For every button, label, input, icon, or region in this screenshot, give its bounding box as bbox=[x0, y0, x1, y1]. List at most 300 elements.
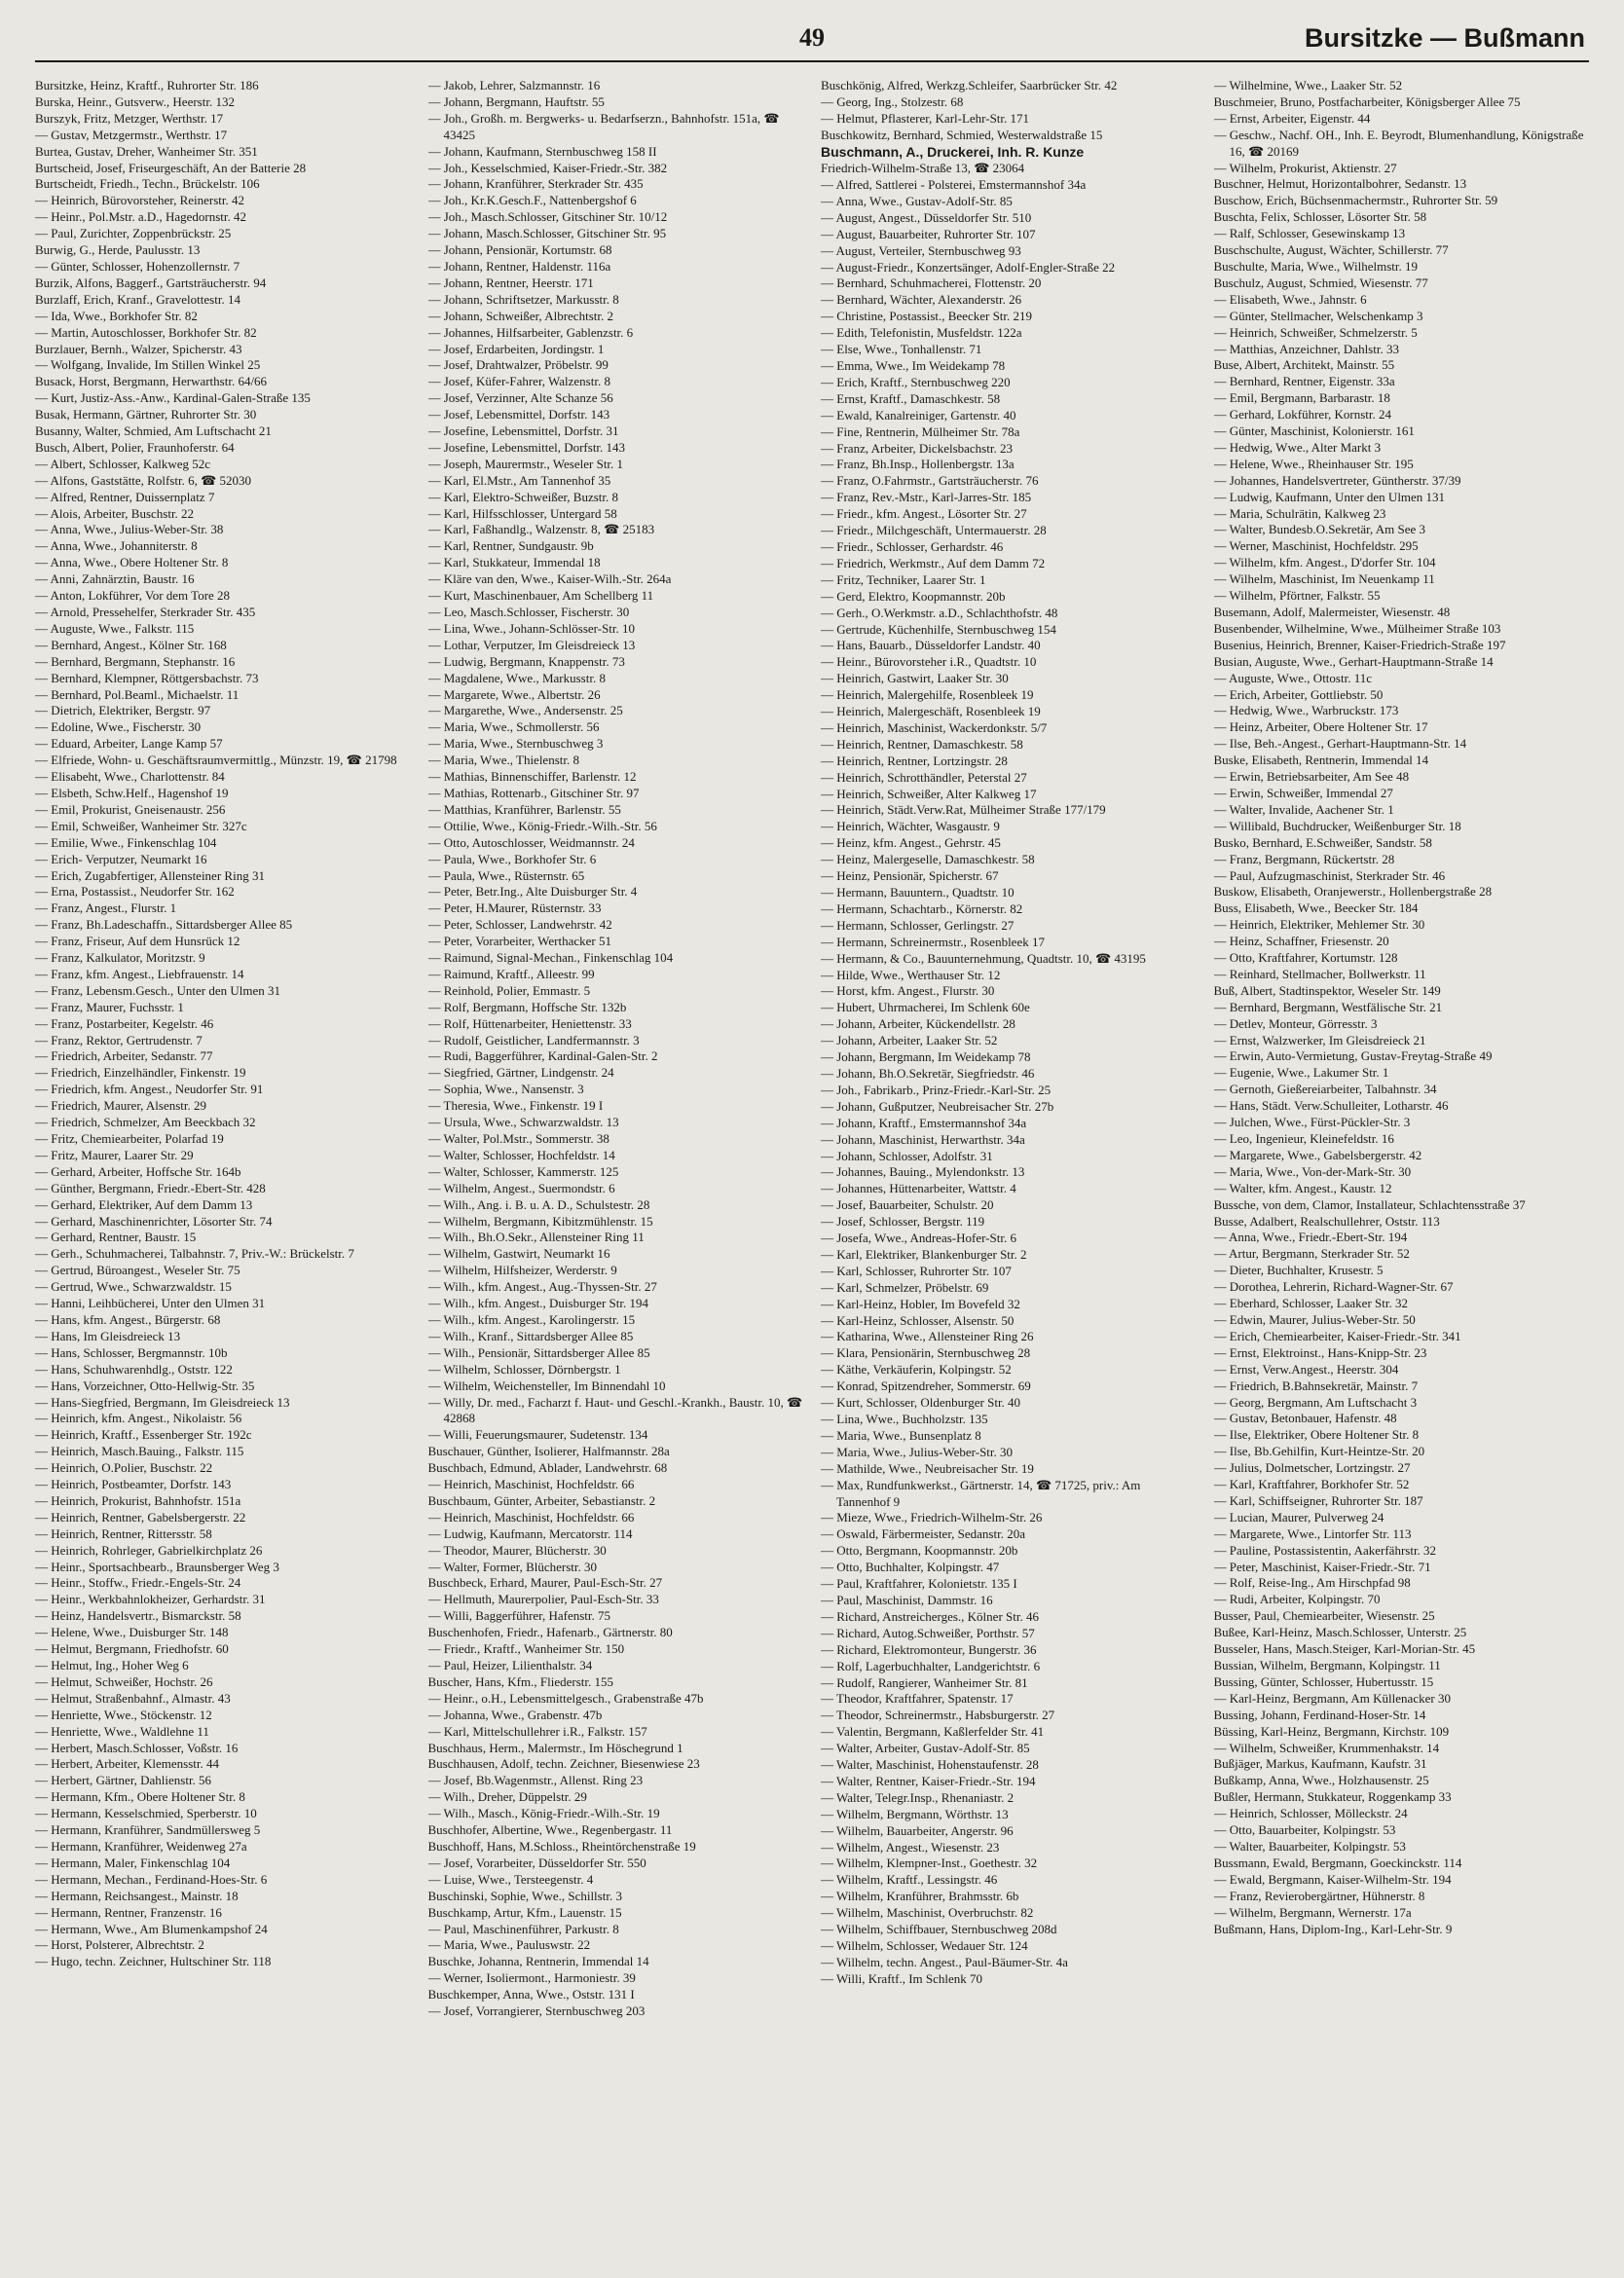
directory-entry: — Eugenie, Wwe., Lakumer Str. 1 bbox=[1213, 1065, 1389, 1081]
directory-entry: — Maria, Wwe., Thielenstr. 8 bbox=[427, 753, 579, 768]
directory-entry: Bußmann, Hans, Diplom-Ing., Karl-Lehr-Str. 9 bbox=[1213, 1921, 1453, 1936]
directory-entry: — Friedrich, B.Bahnsekretär, Mainstr. 7 bbox=[1213, 1378, 1419, 1393]
directory-entry: — Käthe, Verkäuferin, Kolpingstr. 52 bbox=[821, 1362, 1012, 1378]
directory-entry: — Heinrich, Maschinist, Hochfeldstr. 66 bbox=[427, 1477, 635, 1492]
directory-entry: — Jakob, Lehrer, Salzmannstr. 16 bbox=[427, 78, 601, 92]
directory-entry: — Auguste, Wwe., Ottostr. 11c bbox=[1213, 670, 1372, 685]
directory-entry: — Peter, Schlosser, Landwehrstr. 42 bbox=[427, 917, 612, 933]
directory-entry: — Raimund, Kraftf., Alleestr. 99 bbox=[427, 966, 595, 981]
directory-entry: — Heinrich, Gastwirt, Laaker Str. 30 bbox=[821, 671, 1009, 686]
directory-entry: — Mathias, Rottenarb., Gitschiner Str. 97 bbox=[427, 785, 640, 800]
directory-entry: — Lina, Wwe., Johann-Schlösser-Str. 10 bbox=[427, 620, 636, 636]
directory-entry: — Maria, Schulrätin, Kalkweg 23 bbox=[1213, 505, 1386, 521]
directory-entry: — Hugo, techn. Zeichner, Hultschiner Str. 118 bbox=[35, 1954, 272, 1969]
directory-entry: — Heinrich, Masch.Bauing., Falkstr. 115 bbox=[35, 1444, 244, 1459]
directory-entry: — Elsbeth, Schw.Helf., Hagenshof 19 bbox=[35, 785, 229, 800]
directory-entry: — Eberhard, Schlosser, Laaker Str. 32 bbox=[1213, 1296, 1408, 1311]
directory-entry: Buschner, Helmut, Horizontalbohrer, Sedanstr. 13 bbox=[1213, 176, 1467, 192]
directory-entry: — Konrad, Spitzendreher, Sommerstr. 69 bbox=[821, 1378, 1031, 1394]
directory-entry: — Karl-Heinz, Hobler, Im Bovefeld 32 bbox=[821, 1296, 1020, 1311]
directory-entry: — Richard, Elektromonteur, Bungerstr. 36 bbox=[821, 1641, 1037, 1657]
directory-entry: — Heinrich, Bürovorsteher, Reinerstr. 42 bbox=[35, 193, 245, 208]
directory-entry: — Julius, Dolmetscher, Lortzingstr. 27 bbox=[1213, 1460, 1411, 1476]
directory-entry: — Emma, Wwe., Im Weidekamp 78 bbox=[821, 358, 1006, 373]
directory-entry: — Hermann, Wwe., Am Blumenkampshof 24 bbox=[35, 1921, 268, 1936]
directory-entry: — Rolf, Hüttenarbeiter, Heniettenstr. 33 bbox=[427, 1015, 632, 1031]
directory-entry: — Herbert, Gärtner, Dahlienstr. 56 bbox=[35, 1773, 212, 1788]
directory-entry: — Otto, Bergmann, Koopmannstr. 20b bbox=[821, 1543, 1018, 1559]
directory-entry: — Karl, Faßhandlg., Walzenstr. 8, ☎ 25183 bbox=[427, 522, 655, 537]
directory-entry: Busian, Auguste, Wwe., Gerhart-Hauptmann-Straße 14 bbox=[1213, 653, 1494, 669]
directory-entry: Burzlauer, Bernh., Walzer, Spicherstr. 43 bbox=[35, 341, 242, 356]
directory-entry: — Bernhard, Angest., Kölner Str. 168 bbox=[35, 637, 227, 652]
directory-entry: — Karl, Kraftfahrer, Borkhofer Str. 52 bbox=[1213, 1477, 1410, 1492]
directory-entry: — Maria, Wwe., Pauluswstr. 22 bbox=[427, 1937, 591, 1953]
directory-entry: — Paul, Maschinenführer, Parkustr. 8 bbox=[427, 1921, 619, 1936]
directory-entry: — Heinrich, Schweißer, Alter Kalkweg 17 bbox=[821, 786, 1037, 801]
directory-entry: — Hans, Schlosser, Bergmannstr. 10b bbox=[35, 1344, 228, 1360]
directory-entry: Burzlaff, Erich, Kranf., Gravelottestr. 14 bbox=[35, 291, 240, 307]
directory-entry: — Bernhard, Bergmann, Westfälische Str. 21 bbox=[1213, 999, 1443, 1014]
directory-entry: — Peter, Vorarbeiter, Werthacker 51 bbox=[427, 934, 612, 949]
directory-entry: — Fritz, Chemiearbeiter, Polarfad 19 bbox=[35, 1131, 224, 1146]
directory-entry: — Josef, Bb.Wagenmstr., Allenst. Ring 23 bbox=[427, 1773, 644, 1788]
directory-entry: — Hans, Im Gleisdreieck 13 bbox=[35, 1328, 181, 1343]
directory-entry: — Johannes, Hüttenarbeiter, Wattstr. 4 bbox=[821, 1181, 1016, 1196]
directory-entry: — Friedrich, Werkmstr., Auf dem Damm 72 bbox=[821, 555, 1046, 570]
directory-entry: Busch, Albert, Polier, Fraunhoferstr. 64 bbox=[35, 439, 235, 455]
directory-entry: — Mieze, Wwe., Friedrich-Wilhelm-Str. 26 bbox=[821, 1510, 1043, 1525]
directory-entry: — Heinr., Bürovorsteher i.R., Quadtstr. 10 bbox=[821, 654, 1037, 670]
directory-entry: — Otto, Buchhalter, Kolpingstr. 47 bbox=[821, 1560, 1000, 1575]
directory-entry: — Emilie, Wwe., Finkenschlag 104 bbox=[35, 834, 217, 850]
directory-entry: Bußee, Karl-Heinz, Masch.Schlosser, Unterstr. 25 bbox=[1213, 1625, 1467, 1640]
directory-entry: — Helmut, Bergmann, Friedhofstr. 60 bbox=[35, 1641, 229, 1657]
directory-entry: — Theodor, Kraftfahrer, Spatenstr. 17 bbox=[821, 1691, 1014, 1707]
directory-entry: — Gustav, Metzgermstr., Werthstr. 17 bbox=[35, 127, 228, 142]
directory-entry: — Herbert, Arbeiter, Klemensstr. 44 bbox=[35, 1756, 220, 1772]
directory-columns bbox=[35, 78, 1589, 2020]
directory-entry: — Heinrich, Rentner, Lortzingstr. 28 bbox=[821, 753, 1008, 768]
directory-entry: Buschhausen, Adolf, techn. Zeichner, Biesenwiese 23 bbox=[427, 1756, 700, 1772]
directory-entry: — Walter, Former, Blücherstr. 30 bbox=[427, 1559, 598, 1574]
directory-entry: Büssing, Karl-Heinz, Bergmann, Kirchstr. 109 bbox=[1213, 1723, 1450, 1739]
directory-entry: Busko, Bernhard, E.Schweißer, Sandstr. 58 bbox=[1213, 834, 1432, 850]
directory-entry: — Ewald, Kanalreiniger, Gartenstr. 40 bbox=[821, 407, 1016, 423]
directory-entry: — Josef, Vorarbeiter, Düsseldorfer Str. 550 bbox=[427, 1855, 646, 1870]
directory-entry: — Karl, Elektro-Schweißer, Buzstr. 8 bbox=[427, 489, 619, 504]
directory-entry: — Johann, Bh.O.Sekretär, Siegfriedstr. 46 bbox=[821, 1065, 1035, 1081]
directory-entry: — Alfred, Rentner, Duissernplatz 7 bbox=[35, 489, 215, 504]
directory-entry: — Gerhard, Rentner, Baustr. 15 bbox=[35, 1230, 197, 1245]
directory-entry: Buschkamp, Artur, Kfm., Lauenstr. 15 bbox=[427, 1904, 622, 1920]
directory-entry: — Willi, Kraftf., Im Schlenk 70 bbox=[821, 1970, 983, 1986]
directory-entry: — Ernst, Arbeiter, Eigenstr. 44 bbox=[1213, 110, 1371, 126]
directory-entry: — Bernhard, Rentner, Eigenstr. 33a bbox=[1213, 374, 1395, 389]
directory-entry: — Günter, Schlosser, Hohenzollernstr. 7 bbox=[35, 258, 240, 274]
directory-entry: — Josefa, Wwe., Andreas-Hofer-Str. 6 bbox=[821, 1231, 1016, 1246]
directory-entry: — Arnold, Pressehelfer, Sterkrader Str. 435 bbox=[35, 605, 256, 619]
directory-entry: — Heinr., Sportsachbearb., Braunsberger Weg 3 bbox=[35, 1559, 279, 1574]
directory-entry: Burtea, Gustav, Dreher, Wanheimer Str. 351 bbox=[35, 143, 258, 159]
directory-entry: — Albert, Schlosser, Kalkweg 52c bbox=[35, 456, 211, 471]
directory-entry: — Gerhard, Elektriker, Auf dem Damm 13 bbox=[35, 1196, 253, 1212]
directory-entry: — Josef, Schlosser, Bergstr. 119 bbox=[821, 1214, 985, 1230]
directory-entry: — Elfriede, Wohn- u. Geschäftsraumvermittlg., Münzstr. 19, ☎ 21798 bbox=[35, 753, 397, 768]
directory-entry: Busak, Hermann, Gärtner, Ruhrorter Str. 30 bbox=[35, 407, 257, 423]
directory-entry: — Theodor, Maurer, Blücherstr. 30 bbox=[427, 1542, 607, 1558]
directory-entry: — Georg, Ing., Stolzestr. 68 bbox=[821, 93, 964, 109]
directory-entry: — Ilse, Elektriker, Obere Holtener Str. 8 bbox=[1213, 1427, 1420, 1443]
directory-entry: — Gernoth, Gießereiarbeiter, Talbahnstr. 34 bbox=[1213, 1082, 1437, 1097]
directory-entry: — Paul, Aufzugmaschinist, Sterkrader Str. 46 bbox=[1213, 867, 1446, 883]
directory-entry: — Fritz, Techniker, Laarer Str. 1 bbox=[821, 571, 986, 587]
directory-entry: — Helene, Wwe., Rheinhauser Str. 195 bbox=[1213, 456, 1414, 471]
directory-entry: Buschow, Erich, Büchsenmachermstr., Ruhrorter Str. 59 bbox=[1213, 193, 1498, 208]
directory-entry: — Friedr., Schlosser, Gerhardstr. 46 bbox=[821, 538, 1004, 554]
directory-entry: — Maria, Wwe., Julius-Weber-Str. 30 bbox=[821, 1444, 1014, 1459]
directory-entry: — Kurt, Justiz-Ass.-Anw., Kardinal-Galen-Straße 135 bbox=[35, 390, 311, 406]
directory-entry: — Joh., Kr.K.Gesch.F., Nattenbergshof 6 bbox=[427, 193, 637, 208]
directory-entry: — Maria, Wwe., Bunsenplatz 8 bbox=[821, 1427, 981, 1443]
directory-entry: — Heinz, kfm. Angest., Gehrstr. 45 bbox=[821, 835, 1001, 851]
page-header bbox=[35, 21, 1589, 62]
directory-entry: — Franz, Friseur, Auf dem Hunsrück 12 bbox=[35, 934, 240, 949]
directory-entry: — Ilse, Bb.Gehilfin, Kurt-Heintze-Str. 20 bbox=[1213, 1444, 1425, 1459]
directory-entry: — Werner, Isoliermont., Harmoniestr. 39 bbox=[427, 1970, 636, 1986]
directory-entry: — Paul, Heizer, Lilienthalstr. 34 bbox=[427, 1658, 593, 1672]
directory-entry: — Hermann, Mechan., Ferdinand-Hoes-Str. 6 bbox=[35, 1871, 268, 1887]
directory-entry: — Peter, Maschinist, Kaiser-Friedr.-Str. 71 bbox=[1213, 1559, 1431, 1574]
directory-entry: — Wilhelm, Schlosser, Wedauer Str. 124 bbox=[821, 1938, 1028, 1953]
directory-entry: — Richard, Anstreicherges., Kölner Str. 46 bbox=[821, 1608, 1039, 1624]
directory-entry: — Friedrich, kfm. Angest., Neudorfer Str. 91 bbox=[35, 1082, 264, 1097]
directory-entry: — Gustav, Betonbauer, Hafenstr. 48 bbox=[1213, 1411, 1397, 1426]
directory-entry: — Josefine, Lebensmittel, Dorfstr. 31 bbox=[427, 423, 619, 439]
directory-entry: — Karl, Schiffseigner, Ruhrorter Str. 187 bbox=[1213, 1492, 1423, 1508]
directory-entry: Buschhaus, Herm., Malermstr., Im Höschegrund 1 bbox=[427, 1740, 683, 1755]
directory-entry: — Franz, Lebensm.Gesch., Unter den Ulmen 31 bbox=[35, 982, 280, 998]
directory-entry: — Ludwig, Bergmann, Knappenstr. 73 bbox=[427, 653, 625, 669]
directory-entry: — Wilhelm, Klempner-Inst., Goethestr. 32 bbox=[821, 1855, 1038, 1871]
directory-entry: — Theodor, Schreinermstr., Habsburgerstr. 27 bbox=[821, 1708, 1055, 1723]
directory-entry: — Helmut, Ing., Hoher Weg 6 bbox=[35, 1658, 189, 1672]
directory-entry: — Ludwig, Kaufmann, Mercatorstr. 114 bbox=[427, 1525, 633, 1541]
directory-entry: — Erich, Zugabfertiger, Allensteiner Ring 31 bbox=[35, 867, 265, 883]
directory-entry: — Heinr., o.H., Lebensmittelgesch., Grabenstraße 47b bbox=[427, 1690, 704, 1706]
directory-entry: — Hermann, Bauuntern., Quadtstr. 10 bbox=[821, 885, 1015, 900]
directory-entry: — Wilhelm, Bergmann, Kibitzmühlenstr. 15 bbox=[427, 1213, 653, 1229]
directory-entry: — Edwin, Maurer, Julius-Weber-Str. 50 bbox=[1213, 1311, 1416, 1327]
directory-entry: Buschhofer, Albertine, Wwe., Regenbergastr. 11 bbox=[427, 1822, 673, 1838]
directory-entry: — Rolf, Bergmann, Hoffsche Str. 132b bbox=[427, 999, 627, 1014]
directory-entry: — August, Verteiler, Sternbuschweg 93 bbox=[821, 242, 1021, 258]
directory-entry: — Paula, Wwe., Rüsternstr. 65 bbox=[427, 867, 585, 883]
directory-entry: — Magdalene, Wwe., Markusstr. 8 bbox=[427, 670, 606, 685]
directory-entry: — Walter, Bauarbeiter, Kolpingstr. 53 bbox=[1213, 1838, 1406, 1854]
directory-entry: — Hermann, Kfm., Obere Holtener Str. 8 bbox=[35, 1789, 245, 1805]
directory-entry: — Karl, Rentner, Sundgaustr. 9b bbox=[427, 538, 594, 554]
directory-entry: — Raimund, Signal-Mechan., Finkenschlag 104 bbox=[427, 950, 674, 966]
directory-entry: — Maria, Wwe., Von-der-Mark-Str. 30 bbox=[1213, 1163, 1412, 1179]
directory-entry: Burska, Heinr., Gutsverw., Heerstr. 132 bbox=[35, 93, 235, 109]
directory-entry: — Ida, Wwe., Borkhofer Str. 82 bbox=[35, 308, 198, 323]
directory-entry: — Hilde, Wwe., Werthauser Str. 12 bbox=[821, 967, 1001, 982]
directory-entry: — Gertrude, Küchenhilfe, Sternbuschweg 154 bbox=[821, 621, 1056, 637]
directory-entry: Buschkowitz, Bernhard, Schmied, Westerwaldstraße 15 bbox=[821, 127, 1103, 142]
directory-entry: — Wilhelm, Schiffbauer, Sternbuschweg 208d bbox=[821, 1922, 1057, 1937]
directory-entry: — Franz, Kalkulator, Moritzstr. 9 bbox=[35, 950, 205, 966]
directory-entry: — Willibald, Buchdrucker, Weißenburger Str. 18 bbox=[1213, 818, 1461, 833]
directory-entry: Buschulte, Maria, Wwe., Wilhelmstr. 19 bbox=[1213, 258, 1418, 274]
directory-entry: — Horst, kfm. Angest., Flurstr. 30 bbox=[821, 983, 995, 999]
directory-entry: — Reinhold, Polier, Emmastr. 5 bbox=[427, 982, 591, 998]
directory-entry: — Hermann, Kranführer, Sandmüllersweg 5 bbox=[35, 1822, 261, 1838]
directory-entry: — Johannes, Hilfsarbeiter, Gablenzstr. 6 bbox=[427, 324, 634, 340]
directory-entry: — Johann, Arbeiter, Laaker Str. 52 bbox=[821, 1033, 998, 1048]
directory-entry: — Heinr., Werkbahnlokheizer, Gerhardstr. 31 bbox=[35, 1592, 266, 1607]
directory-entry: — Josef, Drahtwalzer, Pröbelstr. 99 bbox=[427, 357, 609, 373]
directory-entry: Buschkönig, Alfred, Werkzg.Schleifer, Saarbrücker Str. 42 bbox=[821, 78, 1118, 92]
directory-entry: — Franz, kfm. Angest., Liebfrauenstr. 14 bbox=[35, 966, 244, 981]
directory-entry: — Johann, Bergmann, Hauftstr. 55 bbox=[427, 93, 605, 109]
directory-entry: — Bernhard, Schuhmacherei, Flottenstr. 20 bbox=[821, 276, 1042, 291]
directory-entry: — Erich- Verputzer, Neumarkt 16 bbox=[35, 851, 207, 866]
directory-entry: — Hermann, Schlosser, Gerlingstr. 27 bbox=[821, 917, 1015, 933]
directory-entry: — Johann, Schriftsetzer, Markusstr. 8 bbox=[427, 291, 619, 307]
directory-entry: — Karl-Heinz, Schlosser, Alsenstr. 50 bbox=[821, 1312, 1015, 1328]
directory-entry: — Heinrich, Maschinist, Hochfeldstr. 66 bbox=[427, 1509, 635, 1525]
directory-entry: — Hermann, Maler, Finkenschlag 104 bbox=[35, 1855, 231, 1870]
directory-entry: — Franz, Bh.Insp., Hollenbergstr. 13a bbox=[821, 457, 1015, 472]
directory-entry: — Matthias, Kranführer, Barlenstr. 55 bbox=[427, 801, 621, 817]
page-number: 49 bbox=[799, 23, 825, 52]
directory-entry: — Anni, Zahnärztin, Baustr. 16 bbox=[35, 571, 195, 587]
directory-entry: — Franz, Postarbeiter, Kegelstr. 46 bbox=[35, 1015, 214, 1031]
directory-entry: — Heinrich, Rentner, Rittersstr. 58 bbox=[35, 1525, 212, 1541]
directory-entry: — Helene, Wwe., Duisburger Str. 148 bbox=[35, 1625, 229, 1640]
directory-entry: — Siegfried, Gärtner, Lindgenstr. 24 bbox=[427, 1065, 614, 1081]
directory-entry: Buschinski, Sophie, Wwe., Schillstr. 3 bbox=[427, 1888, 622, 1903]
directory-entry: Buschhoff, Hans, M.Schloss., Rheintörchenstraße 19 bbox=[427, 1838, 696, 1854]
directory-entry: — Bernhard, Pol.Beaml., Michaelstr. 11 bbox=[35, 686, 240, 702]
directory-entry: — Heinrich, Malergehilfe, Rosenbleek 19 bbox=[821, 687, 1034, 703]
directory-entry: — Walter, Schlosser, Kammerstr. 125 bbox=[427, 1163, 619, 1179]
directory-entry: — Emil, Bergmann, Barbarastr. 18 bbox=[1213, 390, 1390, 406]
directory-entry: — Anna, Wwe., Obere Holtener Str. 8 bbox=[35, 555, 229, 570]
directory-entry: — Heinr., Pol.Mstr. a.D., Hagedornstr. 42 bbox=[35, 209, 247, 225]
directory-entry: — Heinrich, Malergeschäft, Rosenbleek 19 bbox=[821, 704, 1041, 719]
directory-entry: — Johann, Rentner, Haldenstr. 116a bbox=[427, 258, 611, 274]
directory-entry: — Ewald, Bergmann, Kaiser-Wilhelm-Str. 194 bbox=[1213, 1871, 1452, 1887]
directory-entry: — Joh., Kesselschmied, Kaiser-Friedr.-Str. 382 bbox=[427, 160, 668, 175]
directory-entry: — Lina, Wwe., Buchholzstr. 135 bbox=[821, 1412, 988, 1426]
directory-entry: Buschbach, Edmund, Ablader, Landwehrstr. 68 bbox=[427, 1460, 668, 1476]
directory-entry: Bußkamp, Anna, Wwe., Holzhausenstr. 25 bbox=[1213, 1773, 1429, 1788]
directory-entry: Buskow, Elisabeth, Oranjewerstr., Hollenbergstraße 28 bbox=[1213, 884, 1493, 900]
directory-entry: Buschauer, Günther, Isolierer, Halfmannstr. 28a bbox=[427, 1444, 670, 1459]
column-1 bbox=[35, 78, 411, 2020]
directory-entry: — Wilhelm, Bergmann, Wörthstr. 13 bbox=[821, 1806, 1009, 1821]
directory-entry: — Margarethe, Wwe., Andersenstr. 25 bbox=[427, 703, 623, 718]
directory-entry: — Christine, Postassist., Beecker Str. 219 bbox=[821, 309, 1033, 324]
directory-entry: — Karl, Mittelschullehrer i.R., Falkstr. 157 bbox=[427, 1723, 647, 1739]
directory-entry: — Heinrich, Rohrleger, Gabrielkirchplatz 26 bbox=[35, 1542, 263, 1558]
directory-entry: — Walter, kfm. Angest., Kaustr. 12 bbox=[1213, 1180, 1392, 1195]
directory-entry: Burszyk, Fritz, Metzger, Werthstr. 17 bbox=[35, 110, 224, 126]
directory-entry: — Hans-Siegfried, Bergmann, Im Gleisdreieck 13 bbox=[35, 1394, 290, 1410]
directory-entry: — Franz, Maurer, Fuchsstr. 1 bbox=[35, 999, 184, 1014]
directory-entry: — Maria, Wwe., Schmollerstr. 56 bbox=[427, 719, 600, 735]
directory-entry: Burtscheid, Josef, Friseurgeschäft, An der Batterie 28 bbox=[35, 160, 307, 175]
directory-entry: — Johann, Kraftf., Emstermannshof 34a bbox=[821, 1115, 1027, 1130]
directory-entry: — Josefine, Lebensmittel, Dorfstr. 143 bbox=[427, 439, 626, 455]
directory-entry: — Heinrich, Wächter, Wasgaustr. 9 bbox=[821, 819, 1000, 834]
directory-entry: — Erna, Postassist., Neudorfer Str. 162 bbox=[35, 884, 235, 900]
directory-entry: — Walter, Arbeiter, Gustav-Adolf-Str. 85 bbox=[821, 1741, 1030, 1756]
directory-entry: — Else, Wwe., Tonhallenstr. 71 bbox=[821, 342, 982, 357]
directory-entry: — Leo, Ingenieur, Kleinefeldstr. 16 bbox=[1213, 1131, 1394, 1146]
directory-entry: — Walter, Pol.Mstr., Sommerstr. 38 bbox=[427, 1131, 609, 1146]
directory-entry: — Werner, Maschinist, Hochfeldstr. 295 bbox=[1213, 538, 1419, 554]
directory-entry: Bursitzke, Heinz, Kraftf., Ruhrorter Str. 186 bbox=[35, 78, 259, 92]
directory-entry: — Friedr., Kraftf., Wanheimer Str. 150 bbox=[427, 1641, 625, 1657]
directory-entry: Buske, Elisabeth, Rentnerin, Immendal 14 bbox=[1213, 753, 1429, 768]
directory-entry: — Josef, Küfer-Fahrer, Walzenstr. 8 bbox=[427, 374, 610, 389]
directory-entry: — Helmut, Straßenbahnf., Almastr. 43 bbox=[35, 1690, 231, 1706]
directory-entry: — Günther, Bergmann, Friedr.-Ebert-Str. 428 bbox=[35, 1180, 266, 1195]
directory-entry: — Wilhelm, Pförtner, Falkstr. 55 bbox=[1213, 588, 1381, 604]
directory-entry: — Fine, Rentnerin, Mülheimer Str. 78a bbox=[821, 423, 1020, 439]
directory-entry: — Heinrich, Rentner, Gabelsbergerstr. 22 bbox=[35, 1509, 246, 1525]
directory-entry: — Hermann, Kranführer, Weidenweg 27a bbox=[35, 1838, 247, 1854]
directory-entry: — Erwin, Auto-Vermietung, Gustav-Freytag-Straße 49 bbox=[1213, 1048, 1493, 1064]
directory-entry: — Henriette, Wwe., Waldlehne 11 bbox=[35, 1723, 209, 1739]
directory-entry: — Wilhelm, kfm. Angest., D'dorfer Str. 104 bbox=[1213, 555, 1436, 570]
directory-entry: — Heinrich, Städt.Verw.Rat, Mülheimer Straße 177/179 bbox=[821, 802, 1106, 818]
directory-entry: Buß, Albert, Stadtinspektor, Weseler Str. 149 bbox=[1213, 982, 1441, 998]
directory-entry: — Margarete, Wwe., Lintorfer Str. 113 bbox=[1213, 1525, 1412, 1541]
directory-entry: — Johann, Kaufmann, Sternbuschweg 158 II bbox=[427, 143, 657, 159]
directory-entry: — Lucian, Maurer, Pulverweg 24 bbox=[1213, 1509, 1384, 1525]
directory-entry: — Theresia, Wwe., Finkenstr. 19 I bbox=[427, 1098, 604, 1114]
directory-entry: — Otto, Kraftfahrer, Kortumstr. 128 bbox=[1213, 950, 1398, 966]
directory-entry: — Walter, Schlosser, Hochfeldstr. 14 bbox=[427, 1147, 615, 1162]
directory-entry: — Franz, Revierobergärtner, Hühnerstr. 8 bbox=[1213, 1888, 1425, 1903]
directory-entry: — Hans, Städt. Verw.Schulleiter, Lotharstr. 46 bbox=[1213, 1098, 1449, 1114]
directory-entry: Buschulz, August, Schmied, Wiesenstr. 77 bbox=[1213, 275, 1428, 290]
directory-entry: Bußjäger, Markus, Kaufmann, Kaufstr. 31 bbox=[1213, 1756, 1427, 1772]
directory-entry: — Rolf, Reise-Ing., Am Hirschpfad 98 bbox=[1213, 1575, 1411, 1591]
directory-entry: — Johann, Maschinist, Herwarthstr. 34a bbox=[821, 1131, 1025, 1147]
directory-entry: — Johann, Masch.Schlosser, Gitschiner Str. 95 bbox=[427, 226, 667, 241]
directory-entry: — Gerh., Schuhmacherei, Talbahnstr. 7, Priv.-W.: Brückelstr. 7 bbox=[35, 1246, 354, 1262]
directory-entry: — Heinrich, Postbeamter, Dorfstr. 143 bbox=[35, 1477, 232, 1492]
directory-entry: — Walter, Rentner, Kaiser-Friedr.-Str. 194 bbox=[821, 1773, 1036, 1788]
directory-entry: — Erich, Chemiearbeiter, Kaiser-Friedr.-Str. 341 bbox=[1213, 1328, 1461, 1343]
directory-entry: — Friedrich, Maurer, Alsenstr. 29 bbox=[35, 1098, 207, 1114]
directory-entry: — Josef, Lebensmittel, Dorfstr. 143 bbox=[427, 407, 610, 423]
directory-entry: — Klara, Pensionärin, Sternbuschweg 28 bbox=[821, 1345, 1031, 1361]
directory-entry: — Johann, Bergmann, Im Weidekamp 78 bbox=[821, 1049, 1031, 1065]
directory-entry: — Bernhard, Klempner, Röttgersbachstr. 73 bbox=[35, 670, 259, 685]
directory-entry: — Gertrud, Wwe., Schwarzwaldstr. 15 bbox=[35, 1279, 232, 1295]
directory-entry: — Heinrich, Kraftf., Essenberger Str. 192c bbox=[35, 1427, 252, 1443]
directory-entry: — Franz, O.Fahrmstr., Gartsträucherstr. 76 bbox=[821, 473, 1039, 489]
directory-entry: — Willy, Dr. med., Facharzt f. Haut- und Geschl.-Krankh., Baustr. 10, ☎ 42868 bbox=[427, 1394, 803, 1426]
directory-entry: — Hermann, Kesselschmied, Sperberstr. 10 bbox=[35, 1806, 257, 1821]
directory-entry: — Artur, Bergmann, Sterkrader Str. 52 bbox=[1213, 1246, 1410, 1262]
directory-entry: — Willi, Baggerführer, Hafenstr. 75 bbox=[427, 1608, 611, 1624]
directory-entry: — Kläre van den, Wwe., Kaiser-Wilh.-Str. 264a bbox=[427, 571, 672, 587]
directory-entry: — Wilh., kfm. Angest., Karolingerstr. 15 bbox=[427, 1311, 636, 1327]
directory-entry: — Mathilde, Wwe., Neubreisacher Str. 19 bbox=[821, 1460, 1034, 1476]
directory-entry: — Johann, Rentner, Heerstr. 171 bbox=[427, 275, 594, 290]
directory-entry: — August-Friedr., Konzertsänger, Adolf-Engler-Straße 22 bbox=[821, 259, 1116, 275]
running-head: Bursitzke — Bußmann bbox=[1304, 23, 1585, 53]
directory-entry: — Luise, Wwe., Tersteegenstr. 4 bbox=[427, 1871, 594, 1887]
directory-entry: — Leo, Masch.Schlosser, Fischerstr. 30 bbox=[427, 605, 630, 619]
directory-entry: — Hubert, Uhrmacherei, Im Schlenk 60e bbox=[821, 1000, 1030, 1015]
directory-entry: — Rolf, Lagerbuchhalter, Landgerichtstr. 6 bbox=[821, 1658, 1041, 1673]
directory-entry: — Horst, Polsterer, Albrechtstr. 2 bbox=[35, 1937, 204, 1953]
directory-entry: — Joh., Fabrikarb., Prinz-Friedr.-Karl-Str. 25 bbox=[821, 1082, 1052, 1097]
directory-entry: — Edoline, Wwe., Fischerstr. 30 bbox=[35, 719, 202, 735]
directory-entry: — Friedrich, Schmelzer, Am Beeckbach 32 bbox=[35, 1115, 256, 1130]
directory-entry: — Margarete, Wwe., Gabelsbergerstr. 42 bbox=[1213, 1147, 1422, 1162]
directory-entry: — Heinz, Arbeiter, Obere Holtener Str. 17 bbox=[1213, 719, 1428, 735]
directory-entry: Bussing, Johann, Ferdinand-Hoser-Str. 14 bbox=[1213, 1707, 1426, 1722]
directory-entry: Buse, Albert, Architekt, Mainstr. 55 bbox=[1213, 357, 1395, 373]
directory-entry: — Franz, Angest., Flurstr. 1 bbox=[35, 900, 177, 916]
directory-entry: — Johann, Schweißer, Albrechtstr. 2 bbox=[427, 308, 613, 323]
directory-entry: — Dietrich, Elektriker, Bergstr. 97 bbox=[35, 703, 211, 718]
directory-entry: — Wilhelm, Maschinist, Overbruchstr. 82 bbox=[821, 1905, 1034, 1921]
directory-entry: — Dieter, Buchhalter, Krusestr. 5 bbox=[1213, 1263, 1384, 1278]
directory-entry: — Friedrich, Einzelhändler, Finkenstr. 19 bbox=[35, 1065, 246, 1081]
directory-entry: — Rudi, Arbeiter, Kolpingstr. 70 bbox=[1213, 1592, 1381, 1607]
directory-entry: — Wilh., Bh.O.Sekr., Allensteiner Ring 11 bbox=[427, 1230, 645, 1245]
directory-entry: — Maria, Wwe., Sternbuschweg 3 bbox=[427, 736, 604, 752]
directory-entry: — Friedr., Milchgeschäft, Untermauerstr. 28 bbox=[821, 523, 1047, 538]
directory-entry: — Friedr., kfm. Angest., Lösorter Str. 27 bbox=[821, 506, 1027, 522]
directory-entry: — Lothar, Verputzer, Im Gleisdreieck 13 bbox=[427, 637, 636, 652]
directory-entry: — Franz, Rektor, Gertrudenstr. 7 bbox=[35, 1032, 203, 1047]
directory-entry: — Gerhard, Maschinenrichter, Lösorter Str. 74 bbox=[35, 1213, 273, 1229]
directory-entry: — Ernst, Elektroinst., Hans-Knipp-Str. 23 bbox=[1213, 1344, 1427, 1360]
directory-entry: — Karl, Stukkateur, Immendal 18 bbox=[427, 555, 601, 570]
directory-entry: — Erich, Kraftf., Sternbuschweg 220 bbox=[821, 374, 1011, 389]
directory-entry: — Johannes, Handelsvertreter, Güntherstr. 37/39 bbox=[1213, 472, 1461, 488]
directory-entry: — Hans, Bauarb., Düsseldorfer Landstr. 40 bbox=[821, 638, 1041, 653]
directory-entry: Friedrich-Wilhelm-Straße 13, ☎ 23064 bbox=[821, 161, 1025, 176]
directory-entry: — Edith, Telefonistin, Musfeldstr. 122a bbox=[821, 325, 1022, 341]
directory-entry: — Wilh., Kranf., Sittardsberger Allee 85 bbox=[427, 1328, 634, 1343]
directory-entry: — Reinhard, Stellmacher, Bollwerkstr. 11 bbox=[1213, 966, 1426, 981]
directory-entry: — Josef, Erdarbeiten, Jordingstr. 1 bbox=[427, 341, 605, 356]
directory-entry: — Johann, Schlosser, Adolfstr. 31 bbox=[821, 1148, 993, 1163]
directory-entry: — Karl, Elektriker, Blankenburger Str. 2 bbox=[821, 1246, 1027, 1262]
directory-entry: — Wilhelm, Bauarbeiter, Angerstr. 96 bbox=[821, 1822, 1014, 1838]
directory-entry: — Auguste, Wwe., Falkstr. 115 bbox=[35, 620, 195, 636]
directory-entry: — Franz, Bergmann, Rückertstr. 28 bbox=[1213, 851, 1395, 866]
directory-entry: — Günter, Stellmacher, Welschenkamp 3 bbox=[1213, 308, 1423, 323]
directory-entry: — Elisabeth, Wwe., Jahnstr. 6 bbox=[1213, 291, 1367, 307]
directory-entry: — Anna, Wwe., Friedr.-Ebert-Str. 194 bbox=[1213, 1230, 1408, 1245]
directory-entry: — Heinr., Stoffw., Friedr.-Engels-Str. 24 bbox=[35, 1575, 241, 1591]
directory-entry: — Hans, Schuhwarenhdlg., Oststr. 122 bbox=[35, 1361, 233, 1377]
directory-entry: — Wilhelm, Gastwirt, Neumarkt 16 bbox=[427, 1246, 610, 1262]
